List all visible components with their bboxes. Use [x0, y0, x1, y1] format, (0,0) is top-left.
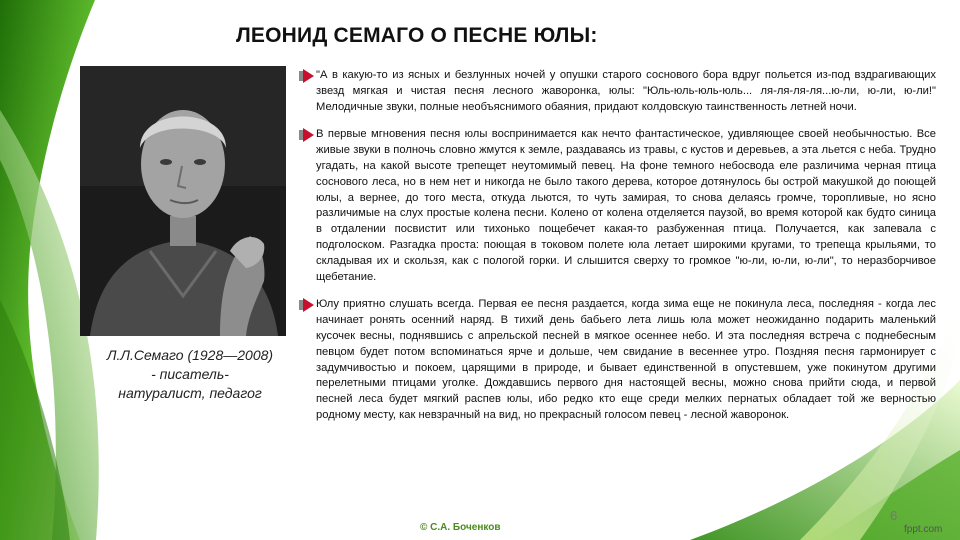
red-arrow-bullet-icon	[299, 128, 314, 142]
slide-page-number: 6	[890, 508, 898, 523]
paragraph-text: В первые мгновения песня юлы воспринимается как нечто фантастическое, удивляющее своей необычностью. Все живые звуки в полночь словно жмутся к земле, раздаваясь из травы, с кустов и деревьев, а эта льется с неба. Трудно угадать, на какой высоте трепещет неутомимый певец. На фоне темного небосвода еле различима черная птица соснового леса, но в нем нет и никогда не было такого дерева, которое дотянулось бы острой макушкой до поющей юлы, а вернее, до того места, откуда льются, то чуть замирая, то снова делаясь громче, торопливые, но ясно различимые на слух простые колена песни. Колено от колена отделяется паузой, во время которой как будто синица в отдалении посвистит или тихонько пощебечет какая-то разбуженная птица. Получается, как запевала с подголоском. Разгадка проста: поющая в токовом полете юла летает широкими кругами, то трепеща крыльями, то складывая их и скользя, как с пологой горки. И слышится сверху то громкое "ю-ли, ю-ли, ю-ли", то неразборчивое щебетание.	[316, 128, 936, 283]
caption-role-line2: натуралист, педагог	[118, 385, 262, 401]
paragraph-text: Юлу приятно слушать всегда. Первая ее песня раздается, когда зима еще не покинула леса, последняя - когда лес начинает ронять осенний наряд. В тихий день бабьего лета лишь юла может неожиданно подарить маленький кусочек весны, поднявшись с апрельской песней в мягкое осеннее небо. И эта последняя встреча с поднебесным певцом будет потом вспоминаться ярче и дольше, чем свидание в весеннее утро. Поздняя песня гармонирует с задумчивостью и покоем, царящими в природе, и бывает единственной в опустевшем, уже покинутом другими перелетными птицами уголке. Дождавшись первого дня настоящей весны, можно снова прийти сюда, и первой песней леса будет мягкий распев юлы, ибо редко кто еще среди мелких пернатых обладает той же верностью родному месту, как невзрачный на вид, но прекрасный голосом певец - лесной жаворонок.	[316, 298, 936, 421]
paragraph-text: "А в какую-то из ясных и безлунных ночей у опушки старого соснового бора вдруг польется из-под вздрагивающих звезд мягкая и чистая песня лесного жаворонка, юлы: "Юль-юль-юль-юль... ля-ля-ля-ля...ю-ли, ю-ли, ю-ли!" Мелодичные звуки, полные необъяснимого обаяния, придают колдовскую таинственность летней ночи.	[316, 69, 936, 113]
caption-role-line1: - писатель-	[151, 366, 229, 382]
quote-paragraph	[298, 127, 936, 285]
red-arrow-bullet-icon	[299, 298, 314, 312]
quote-paragraph	[298, 297, 936, 423]
portrait-caption	[92, 346, 288, 403]
author-portrait-photo	[80, 66, 286, 336]
caption-name-years: Л.Л.Семаго (1928—2008)	[106, 347, 274, 363]
red-arrow-bullet-icon	[299, 69, 314, 83]
slide-title: ЛЕОНИД СЕМАГО О ПЕСНЕ ЮЛЫ:	[236, 24, 598, 47]
brand-watermark: fppt.com	[904, 524, 943, 535]
quote-text-block	[298, 68, 936, 436]
copyright-footer: © С.А. Боченков	[420, 522, 501, 533]
quote-paragraph	[298, 68, 936, 115]
